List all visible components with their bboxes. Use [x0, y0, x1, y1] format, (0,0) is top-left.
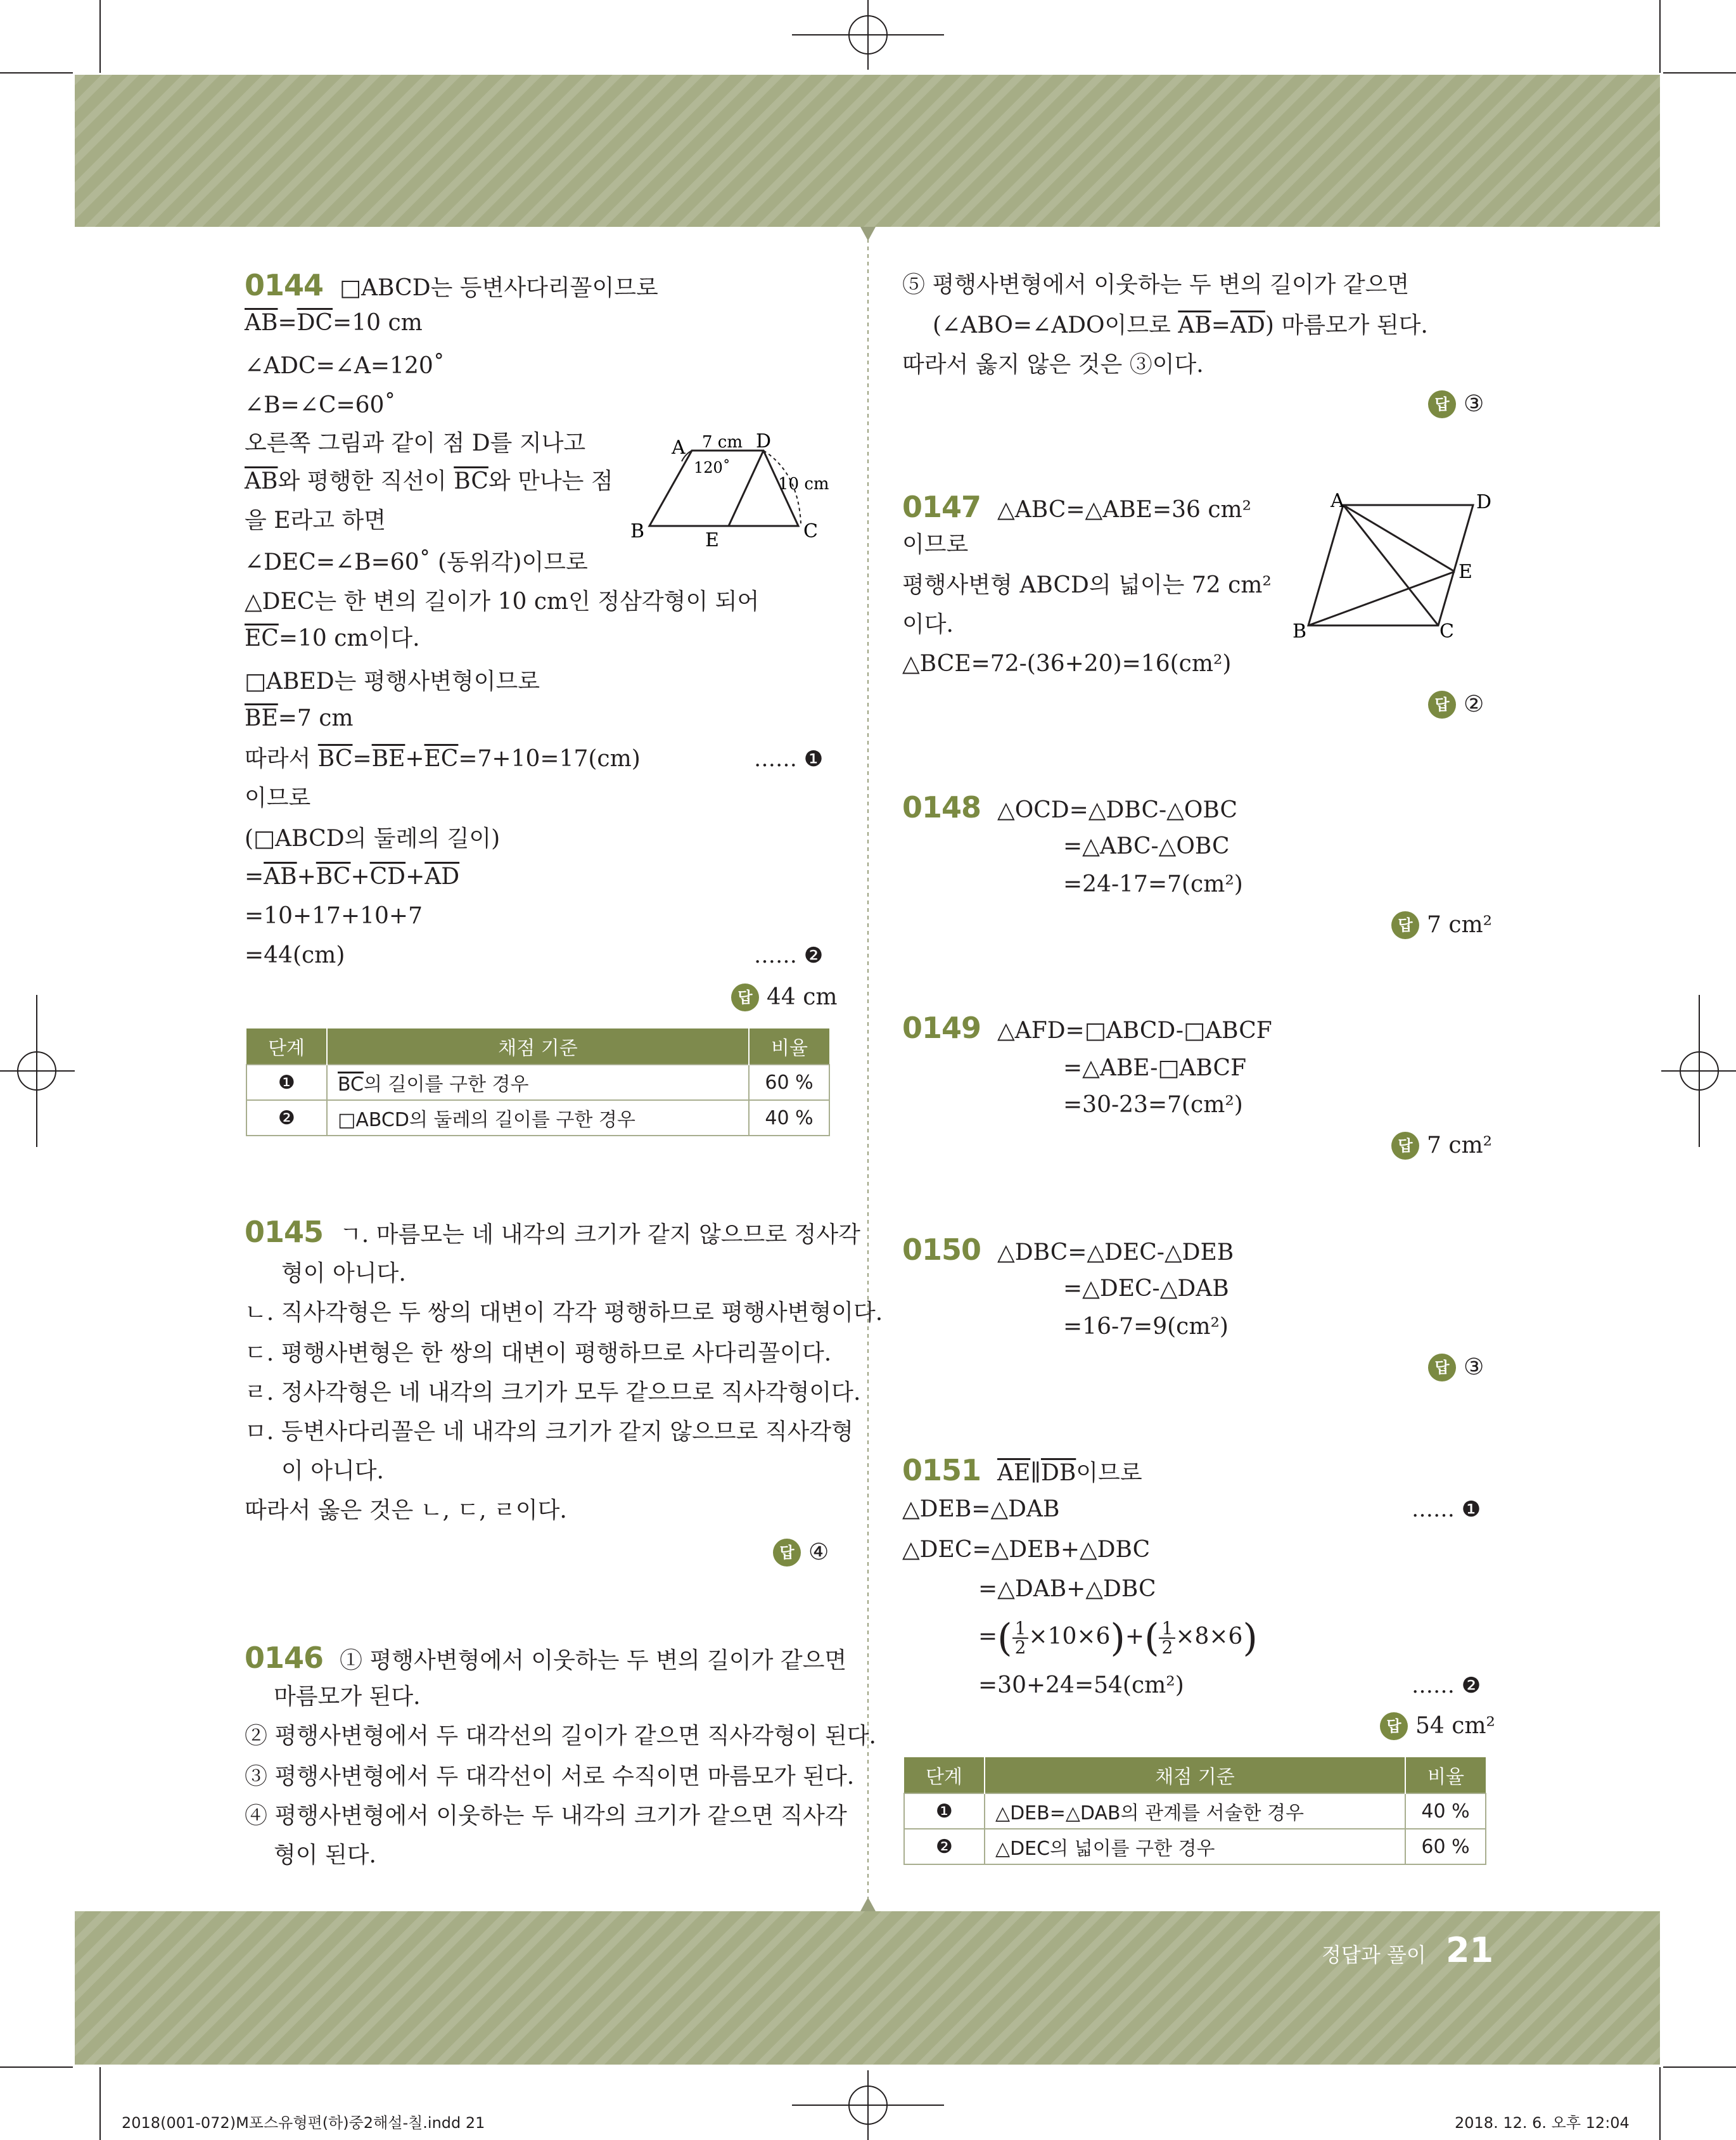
table-row: ❶ △DEB=△DAB의 관계를 서술한 경우 40 %: [904, 1793, 1486, 1829]
step-marker-2: …… ❷: [1412, 1673, 1481, 1698]
p0144-line6: $\overline{AB}$와 평행한 직선이 $\overline{BC}$와 만나는 점: [245, 468, 613, 494]
svg-text:120˚: 120˚: [694, 459, 731, 477]
p0144-line7: 을 E라고 하면: [245, 508, 386, 534]
p0146-line9: 따라서 옳지 않은 것은 ③이다.: [902, 352, 1204, 378]
p0149-line1: 0149 △AFD=□ABCD-□ABCF: [902, 1011, 1272, 1045]
svg-text:10 cm: 10 cm: [778, 475, 829, 494]
p0145-line1: 0145 ㄱ. 마름모는 네 내각의 크기가 같지 않으므로 정사각: [245, 1215, 860, 1249]
svg-text:D: D: [1476, 491, 1492, 513]
p0145-line5: ㄹ. 정사각형은 네 내각의 크기가 모두 같으므로 직사각형이다.: [245, 1380, 861, 1406]
p0151-line1: 0151 $\overline{AE}\parallel\overline{DB}$이므로: [902, 1453, 1142, 1487]
answer-value: ③: [1464, 391, 1484, 417]
p0147-line1: 0147 △ABC=△ABE=36 cm²: [902, 490, 1252, 524]
p0144-line16: $=\overline{AB}+\overline{BC}+\overline{CD}+\overline{AD}$: [245, 864, 460, 890]
table-row: ❷ □ABCD의 둘레의 길이를 구한 경우 40 %: [246, 1100, 829, 1136]
svg-text:C: C: [1439, 620, 1454, 641]
svg-text:E: E: [1458, 561, 1472, 583]
p0144-line2: $\overline{AB}=\overline{DC}=10$ cm: [245, 310, 423, 336]
p0151-line3: △DEC=△DEB+△DBC: [902, 1537, 1151, 1563]
answer-value: 7 cm²: [1427, 912, 1493, 938]
p0144-line4: ∠B=∠C=60˚: [245, 392, 396, 418]
answer-badge: 답: [1428, 1354, 1456, 1381]
answer: [1391, 911, 1492, 939]
p0146-line8: (∠ABO=∠ADO이므로 $\overline{AB}=\overline{AD}$) 마름모가 된다.: [933, 312, 1428, 338]
p0151-line4: =△DAB+△DBC: [978, 1576, 1156, 1602]
p0146-line6: 형이 된다.: [274, 1842, 376, 1868]
p0146-line3: ② 평행사변형에서 두 대각선의 길이가 같으면 직사각형이 된다.: [245, 1723, 876, 1749]
p0144-line8: ∠DEC=∠B=60˚ (동위각)이므로: [245, 549, 588, 575]
p0144-line15: (□ABCD의 둘레의 길이): [245, 826, 501, 852]
p0144-line3: ∠ADC=∠A=120˚: [245, 353, 445, 379]
p0146-line2: 마름모가 된다.: [274, 1684, 421, 1710]
p0148-line2: =△ABC-△OBC: [1063, 833, 1230, 859]
fraction: $\frac{1}{2}$: [1159, 1620, 1175, 1656]
table-header-row: 단계 채점 기준 비율: [904, 1757, 1486, 1793]
problem-number: 0151: [902, 1453, 981, 1487]
p0149-line2: =△ABE-□ABCF: [1063, 1055, 1247, 1081]
p0147-line2: 이므로: [902, 532, 969, 558]
trapezoid-figure: [627, 428, 836, 549]
scoring-table: [246, 1028, 830, 1136]
p0150-line1: 0150 △DBC=△DEC-△DEB: [902, 1233, 1234, 1267]
answer-badge: 답: [1428, 691, 1456, 719]
p0147-line3: 평행사변형 ABCD의 넓이는 72 cm²: [902, 572, 1272, 598]
problem-number: 0146: [245, 1641, 324, 1675]
step-marker-1: …… ❶: [1412, 1497, 1481, 1522]
svg-text:7 cm: 7 cm: [702, 433, 743, 452]
page-number: 21: [1446, 1930, 1494, 1970]
p0151-line6: =30+24=54(cm²): [978, 1672, 1184, 1698]
fraction: $\frac{1}{2}$: [1012, 1620, 1029, 1656]
table-row: ❷ △DEC의 넓이를 구한 경우 60 %: [904, 1829, 1486, 1864]
table-header-row: 단계 채점 기준 비율: [246, 1028, 829, 1065]
svg-text:E: E: [705, 529, 719, 549]
svg-text:D: D: [756, 430, 772, 452]
problem-number: 0150: [902, 1233, 981, 1267]
table-row: ❶ $\overline{BC}$의 길이를 구한 경우 60 %: [246, 1065, 829, 1100]
answer-badge: 답: [731, 984, 759, 1011]
p0151-line5: =( $\frac{1}{2}$ ×10×6)+( $\frac{1}{2}$ ×8×6): [978, 1616, 1258, 1660]
p0146-line7: ⑤ 평행사변형에서 이웃하는 두 변의 길이가 같으면: [902, 272, 1410, 298]
p0148-line1: 0148 △OCD=△DBC-△OBC: [902, 790, 1238, 824]
section-label: 정답과 풀이: [1322, 1943, 1426, 1967]
p0145-line6: ㅁ. 등변사다리꼴은 네 내각의 크기가 같지 않으므로 직사각형: [245, 1419, 853, 1445]
p0148-line3: =24-17=7(cm²): [1063, 871, 1243, 897]
answer: [731, 984, 838, 1011]
answer: [1380, 1712, 1495, 1740]
p0144-line13: 따라서 $\overline{BC}=\overline{BE}+\overline{EC}=7+10=17(cm)$: [245, 746, 641, 772]
p0144-line10: $\overline{EC}=10$ cm이다.: [245, 625, 420, 651]
p0146-line4: ③ 평행사변형에서 두 대각선이 서로 수직이면 마름모가 된다.: [245, 1764, 855, 1790]
answer-badge: 답: [773, 1539, 801, 1567]
file-info: 2018(001-072)M포스유형편(하)중2해설-칠.indd 21: [122, 2114, 485, 2132]
answer-badge: 답: [1391, 1132, 1419, 1160]
answer-value: ③: [1464, 1354, 1484, 1380]
answer-badge: 답: [1391, 911, 1419, 939]
p0145-line2: 형이 아니다.: [281, 1260, 406, 1286]
p0147-line5: △BCE=72-(36+20)=16(cm²): [902, 651, 1232, 677]
p0145-line3: ㄴ. 직사각형은 두 쌍의 대변이 각각 평행하므로 평행사변형이다.: [245, 1300, 883, 1326]
parallelogram-figure: [1292, 489, 1502, 641]
p0144-line18: =44(cm): [245, 942, 345, 968]
answer-value: ④: [808, 1539, 829, 1565]
svg-text:A: A: [1331, 490, 1344, 512]
svg-text:A: A: [672, 437, 686, 459]
p0146-line1: 0146 ① 평행사변형에서 이웃하는 두 변의 길이가 같으면: [245, 1641, 847, 1675]
print-timestamp: 2018. 12. 6. 오후 12:04: [1455, 2114, 1630, 2132]
svg-text:C: C: [803, 520, 818, 542]
scoring-table: [903, 1757, 1486, 1865]
p0146-line5: ④ 평행사변형에서 이웃하는 두 내각의 크기가 같으면 직사각: [245, 1803, 847, 1829]
p0145-line7: 이 아니다.: [281, 1458, 384, 1484]
answer-value: ②: [1464, 691, 1484, 717]
p0144-line17: =10+17+10+7: [245, 903, 423, 929]
answer: [1428, 1354, 1484, 1381]
p0145-line4: ㄷ. 평행사변형은 한 쌍의 대변이 평행하므로 사다리꼴이다.: [245, 1340, 832, 1366]
step-marker-1: …… ❶: [754, 746, 824, 772]
p0144-line14: 이므로: [245, 785, 311, 811]
p0144-line1: 0144 □ABCD는 등변사다리꼴이므로: [245, 268, 658, 302]
problem-number: 0148: [902, 790, 981, 824]
p0150-line2: =△DEC-△DAB: [1063, 1276, 1229, 1302]
svg-text:B: B: [1292, 620, 1307, 641]
p0149-line3: =30-23=7(cm²): [1063, 1092, 1243, 1118]
problem-number: 0145: [245, 1215, 324, 1249]
p0147-line4: 이다.: [902, 612, 954, 638]
p0144-line9: △DEC는 한 변의 길이가 10 cm인 정삼각형이 되어: [245, 589, 760, 615]
answer-badge: 답: [1428, 390, 1456, 418]
answer-value: 7 cm²: [1427, 1132, 1493, 1158]
answer-value: 54 cm²: [1415, 1713, 1495, 1739]
problem-number: 0144: [245, 268, 324, 302]
p0144-line12: $\overline{BE}=7$ cm: [245, 705, 354, 731]
p0144-line11: □ABED는 평행사변형이므로: [245, 669, 540, 695]
svg-text:B: B: [630, 520, 645, 542]
p0145-line8: 따라서 옳은 것은 ㄴ, ㄷ, ㄹ이다.: [245, 1497, 567, 1523]
problem-number: 0149: [902, 1011, 981, 1045]
problem-number: 0147: [902, 490, 981, 524]
answer-value: 44 cm: [767, 984, 838, 1010]
p0151-line2: △DEB=△DAB: [902, 1496, 1060, 1522]
answer: [773, 1539, 829, 1567]
p0150-line3: =16-7=9(cm²): [1063, 1314, 1229, 1340]
answer: [1428, 390, 1484, 418]
p0144-line5: 오른쪽 그림과 같이 점 D를 지나고: [245, 430, 586, 456]
step-marker-2: …… ❷: [754, 943, 824, 968]
answer-badge: 답: [1380, 1712, 1408, 1740]
answer: [1391, 1132, 1492, 1160]
answer: [1428, 691, 1484, 719]
